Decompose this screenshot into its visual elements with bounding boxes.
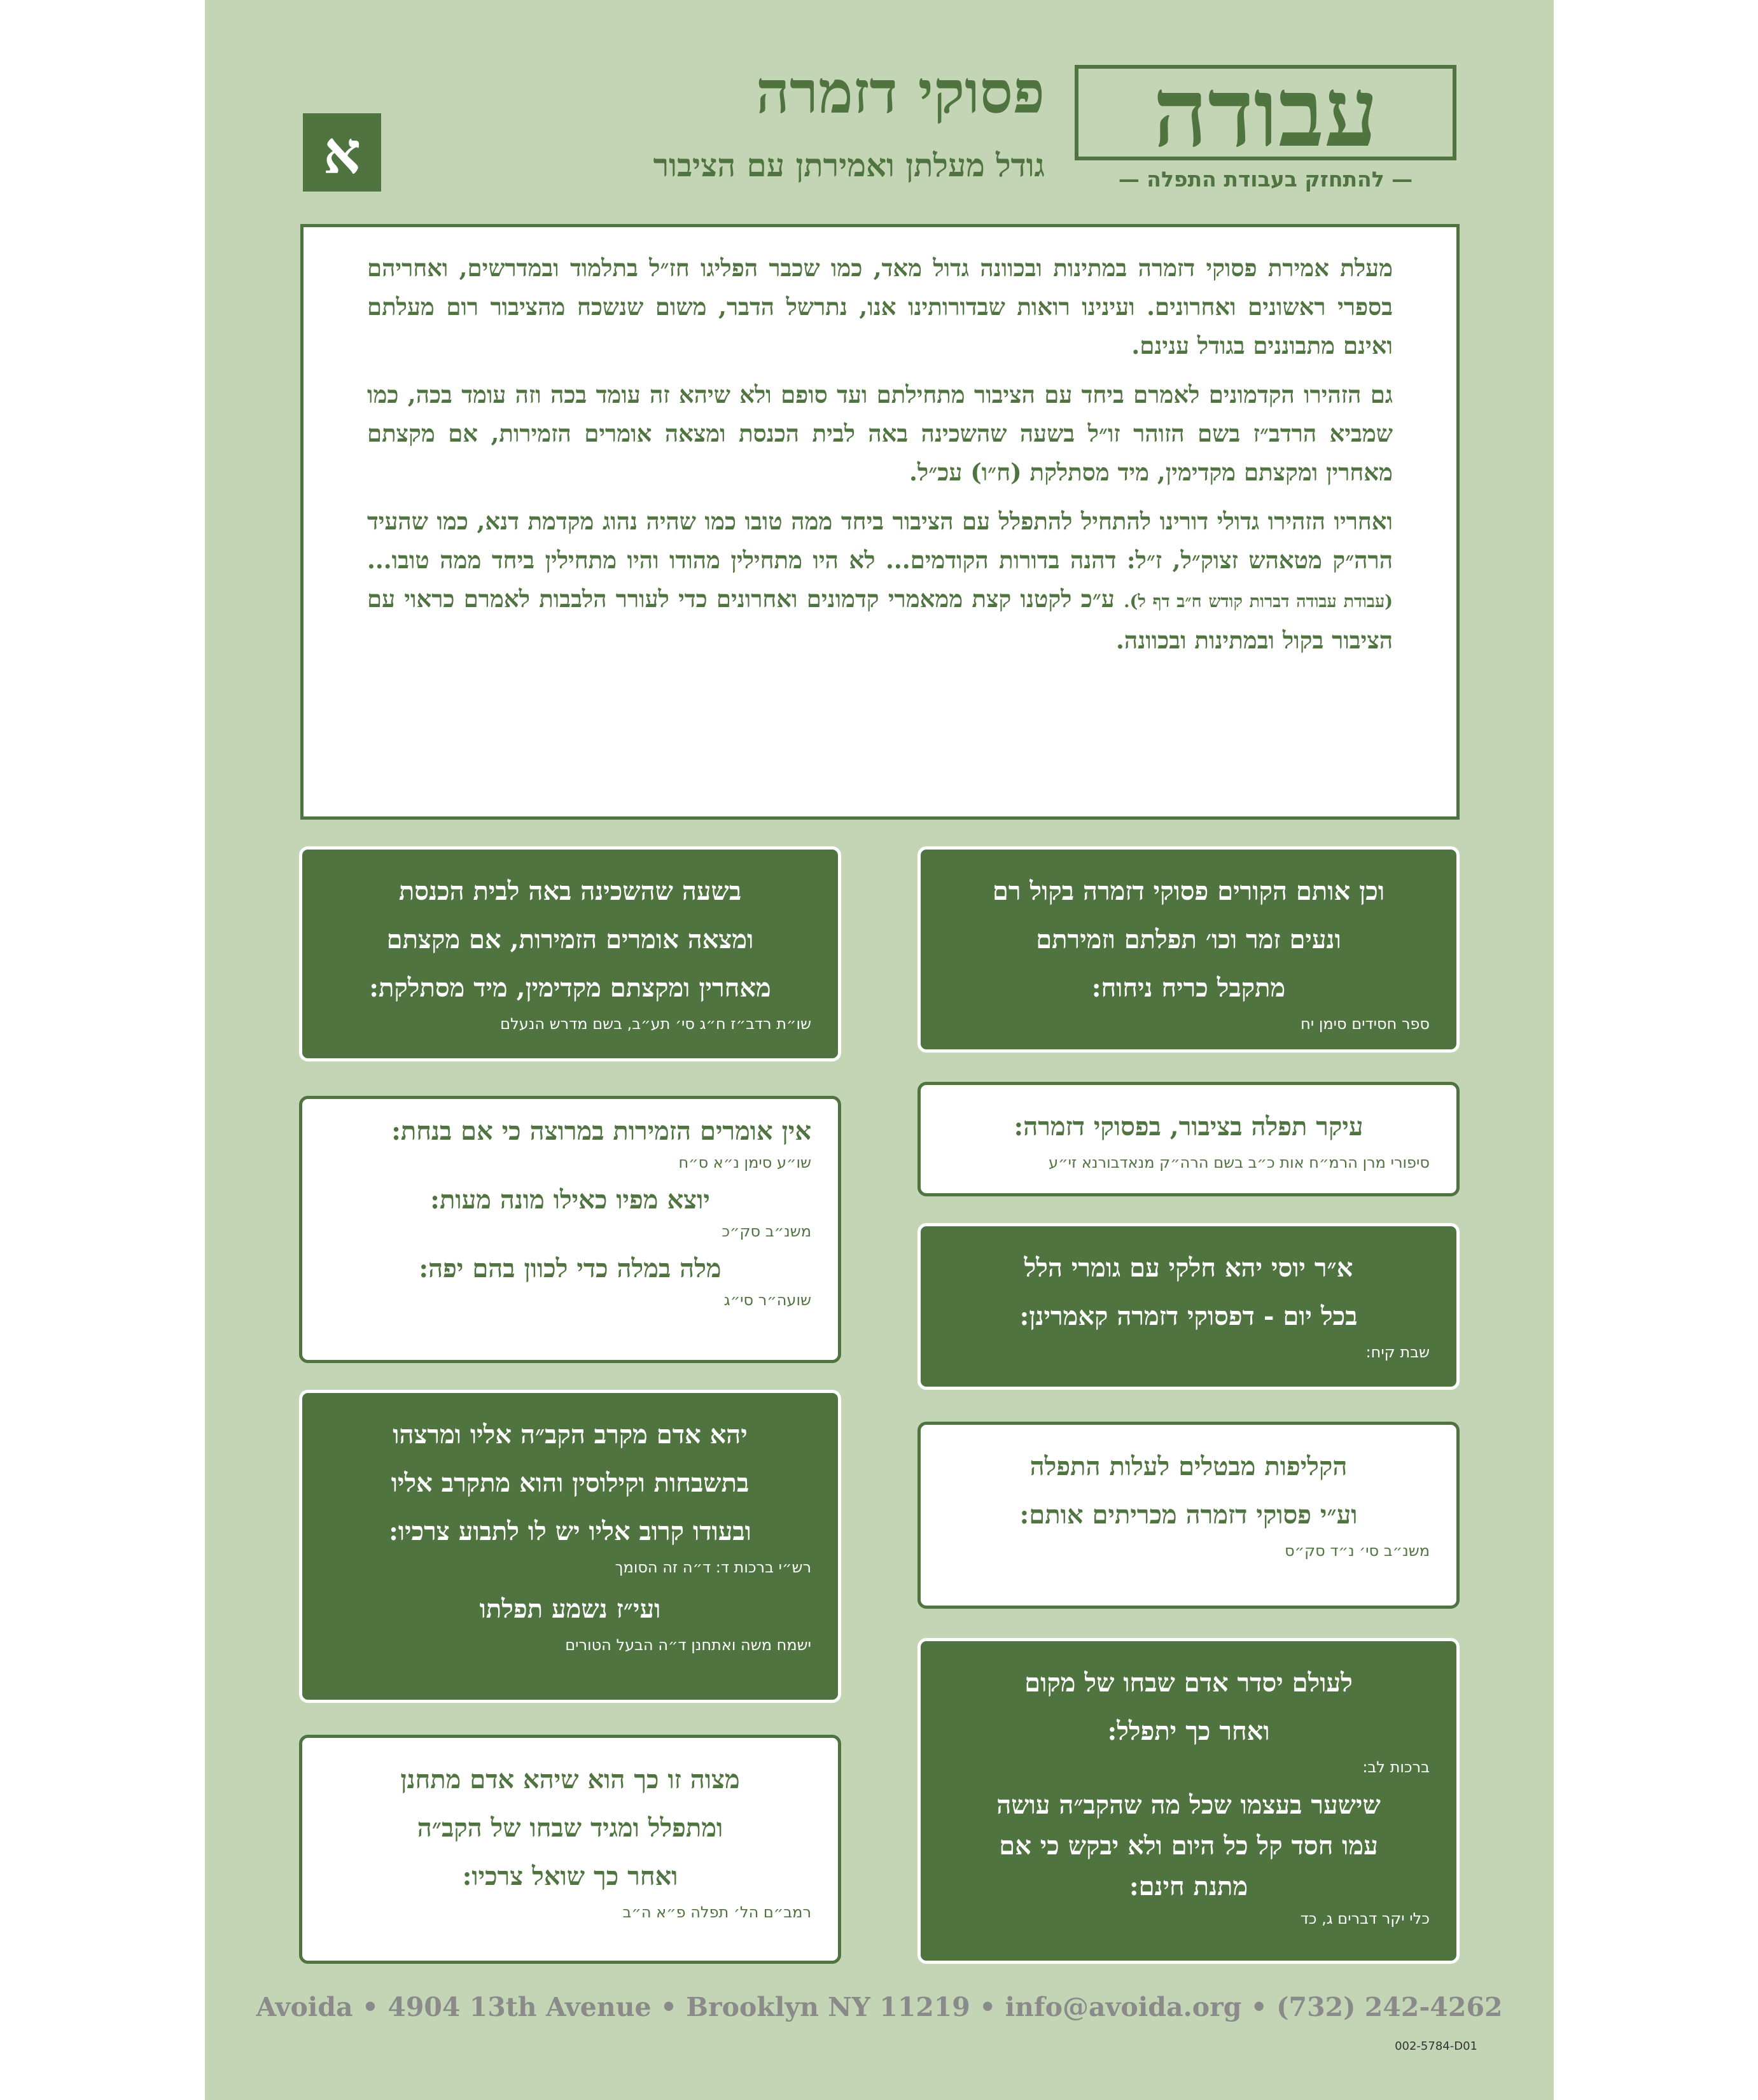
quote-line: יהא אדם מקרב הקב״ה אליו ומרצהו <box>393 1420 748 1450</box>
quote-line: ובעודו קרוב אליו יש לו לתבוע צרכיו: <box>389 1516 751 1546</box>
quote-line: עמו חסד קל כל היום ולא יבקש כי אם <box>999 1831 1378 1861</box>
quote-line: ומצאה אומרים הזמירות, אם מקצתם <box>386 925 754 955</box>
intro-paragraph-2: גם הזהירו הקדמונים לאמרם ביחד עם הציבור מתחילתם ועד סופם ולא שיהא זה עומד בכה וזה עומד בכה, כמו שמביא הרדב״ז בשם הזוהר זו״ל בשעה שהשכינה באה לבית הכנסת ומצאה אומרים הזמירות, אם מקצתם מאחרין ומקצתם מקדימין, מיד מסתלקת (ח״ו) עכ״ל. <box>367 381 1393 486</box>
quote-box-rambam <box>299 1735 841 1964</box>
page-title: פסוקי דזמרה <box>756 58 1045 127</box>
quote-line: ומתפלל ומגיד שבחו של הקב״ה <box>417 1813 723 1843</box>
section-badge: א <box>303 113 381 192</box>
logo-word: עבודה <box>1153 65 1378 160</box>
quote-source: ישמח משה ואתחנן ד״ה הבעל הטורים <box>565 1636 811 1654</box>
quote-line: מלה במלה כדי לכוון בהם יפה: <box>419 1254 722 1284</box>
quote-line: הקליפות מבטלים לעלות התפלה <box>1029 1452 1348 1481</box>
quote-box-ikar-tefila <box>917 1082 1460 1196</box>
quote-line: ועי״ז נשמע תפלתו <box>479 1594 661 1624</box>
quote-line: שישער בעצמו שכל מה שהקב״ה עושה <box>996 1790 1381 1820</box>
quote-box-rashi <box>299 1390 841 1703</box>
quote-line: לעולם יסדר אדם שבחו של מקום <box>1024 1668 1353 1698</box>
quote-source: שועה״ר סי״ג <box>723 1291 811 1309</box>
quote-box-shabbat <box>917 1223 1460 1390</box>
intro-paragraph-3 <box>367 502 1393 660</box>
avoida-logo <box>1075 65 1456 192</box>
quote-line: ונעים זמר וכו׳ תפלתם וזמירתם <box>1036 925 1341 955</box>
quote-box-shulchan-aruch <box>299 1096 841 1363</box>
quote-line: וכן אותם הקורים פסוקי דזמרה בקול רם <box>992 876 1385 906</box>
quote-source: רש״י ברכות ד: ד״ה זה הסומך <box>615 1558 811 1576</box>
quote-source: רמב״ם הל׳ תפלה פ״א ה״ב <box>622 1903 811 1921</box>
intro-paragraph-3-main: ואחריו הזהירו גדולי דורינו להתחיל להתפלל עם הציבור ביחד ממה טובו כמו שהיה נהוג מקדמת דנא, כמו שהעיד הרה״ק מטאהש זצוק״ל, ז״ל: דהנה בדורות הקודמים... לא היו מתחילין מהודו והיו מתחילין ביחד ממה טובו... <box>367 507 1393 574</box>
logo-box <box>1075 65 1456 160</box>
document-code: 002-5784-D01 <box>1395 2040 1477 2053</box>
quote-source: משנ״ב סק״כ <box>722 1222 811 1240</box>
quote-box-brachot <box>917 1638 1460 1964</box>
quote-line: מתקבל כריח ניחוח: <box>1091 973 1286 1003</box>
intro-paragraph-3-end: ע״כ לקטנו קצת ממאמרי קדמונים ואחרונים כדי לעורר הלבבות לאמרם כראוי עם הציבור בקול ובמתינות ובכוונה. <box>367 585 1393 654</box>
quote-line: מאחרין ומקצתם מקדימין, מיד מסתלקת: <box>369 973 771 1003</box>
quote-line: ואחר כך יתפלל: <box>1107 1716 1270 1746</box>
intro-paragraph-3-note: (עבודת עבודה דברות קודש ח״ב דף ל). <box>1124 592 1393 612</box>
quote-box-radbaz <box>299 846 841 1061</box>
footer-contact: Avoida • 4904 13th Avenue • Brooklyn NY 11219 • info@avoida.org • (732) 242-4262 <box>256 1992 1503 2022</box>
intro-text-box <box>300 224 1460 820</box>
quote-line: בשעה שהשכינה באה לבית הכנסת <box>398 876 742 906</box>
quote-line: א״ר יוסי יהא חלקי עם גומרי הלל <box>1024 1253 1353 1283</box>
quote-source: ספר חסידים סימן יח <box>1301 1015 1430 1033</box>
quote-line: בתשבחות וקילוסין והוא מתקרב אליו <box>391 1468 750 1498</box>
quote-source: ברכות לב: <box>1362 1758 1430 1776</box>
quote-source: משנ״ב סי׳ נ״ד סק״ס <box>1285 1542 1430 1560</box>
quote-line: וע״י פסוקי דזמרה מכריתים אותם: <box>1019 1500 1358 1530</box>
intro-paragraph-1: מעלת אמירת פסוקי דזמרה במתינות ובכוונה גדול מאד, כמו שכבר הפליגו חז״ל בתלמוד ובמדרשים, ואחריהם בספרי ראשונים ואחרונים. ועינינו רואות שבדורותינו אנו, נתרשל הדבר, משום שנשכח מהציבור רום מעלתם ואינם מתבוננים בגודל ענינם. <box>367 254 1393 360</box>
quote-line: יוצא מפיו כאילו מונה מעות: <box>430 1185 710 1215</box>
quote-line: מצוה זו כך הוא שיהא אדם מתחנן <box>400 1765 740 1795</box>
poster <box>205 0 1554 2100</box>
quote-line: אין אומרים הזמירות במרוצה כי אם בנחת: <box>391 1116 811 1146</box>
quote-source: סיפורי מרן הרמ״ח אות כ״ב בשם הרה״ק מנאדבורנא זי״ע <box>1049 1154 1430 1172</box>
quote-source: כלי יקר דברים ג, כד <box>1300 1910 1430 1928</box>
quote-box-sefer-chasidim <box>917 846 1460 1053</box>
quote-line: מתנת חינם: <box>1129 1872 1248 1901</box>
quote-source: שבת קיח: <box>1365 1343 1430 1361</box>
quote-line: עיקר תפלה בציבור, בפסוקי דזמרה: <box>1014 1112 1364 1142</box>
quote-box-kelipot <box>917 1422 1460 1609</box>
quote-line: ואחר כך שואל צרכיו: <box>462 1861 678 1891</box>
page-subtitle: גודל מעלתן ואמירתן עם הציבור <box>653 146 1045 184</box>
quote-source: שו״ת רדב״ז ח״ג סי׳ תע״ב, בשם מדרש הנעלם <box>500 1015 811 1033</box>
quote-line: בכל יום - דפסוקי דזמרה קאמרינן: <box>1019 1301 1358 1331</box>
logo-tagline: — להתחזק בעבודת התפלה — <box>1118 167 1413 192</box>
quote-source: שו״ע סימן נ״א ס״ח <box>678 1154 811 1172</box>
